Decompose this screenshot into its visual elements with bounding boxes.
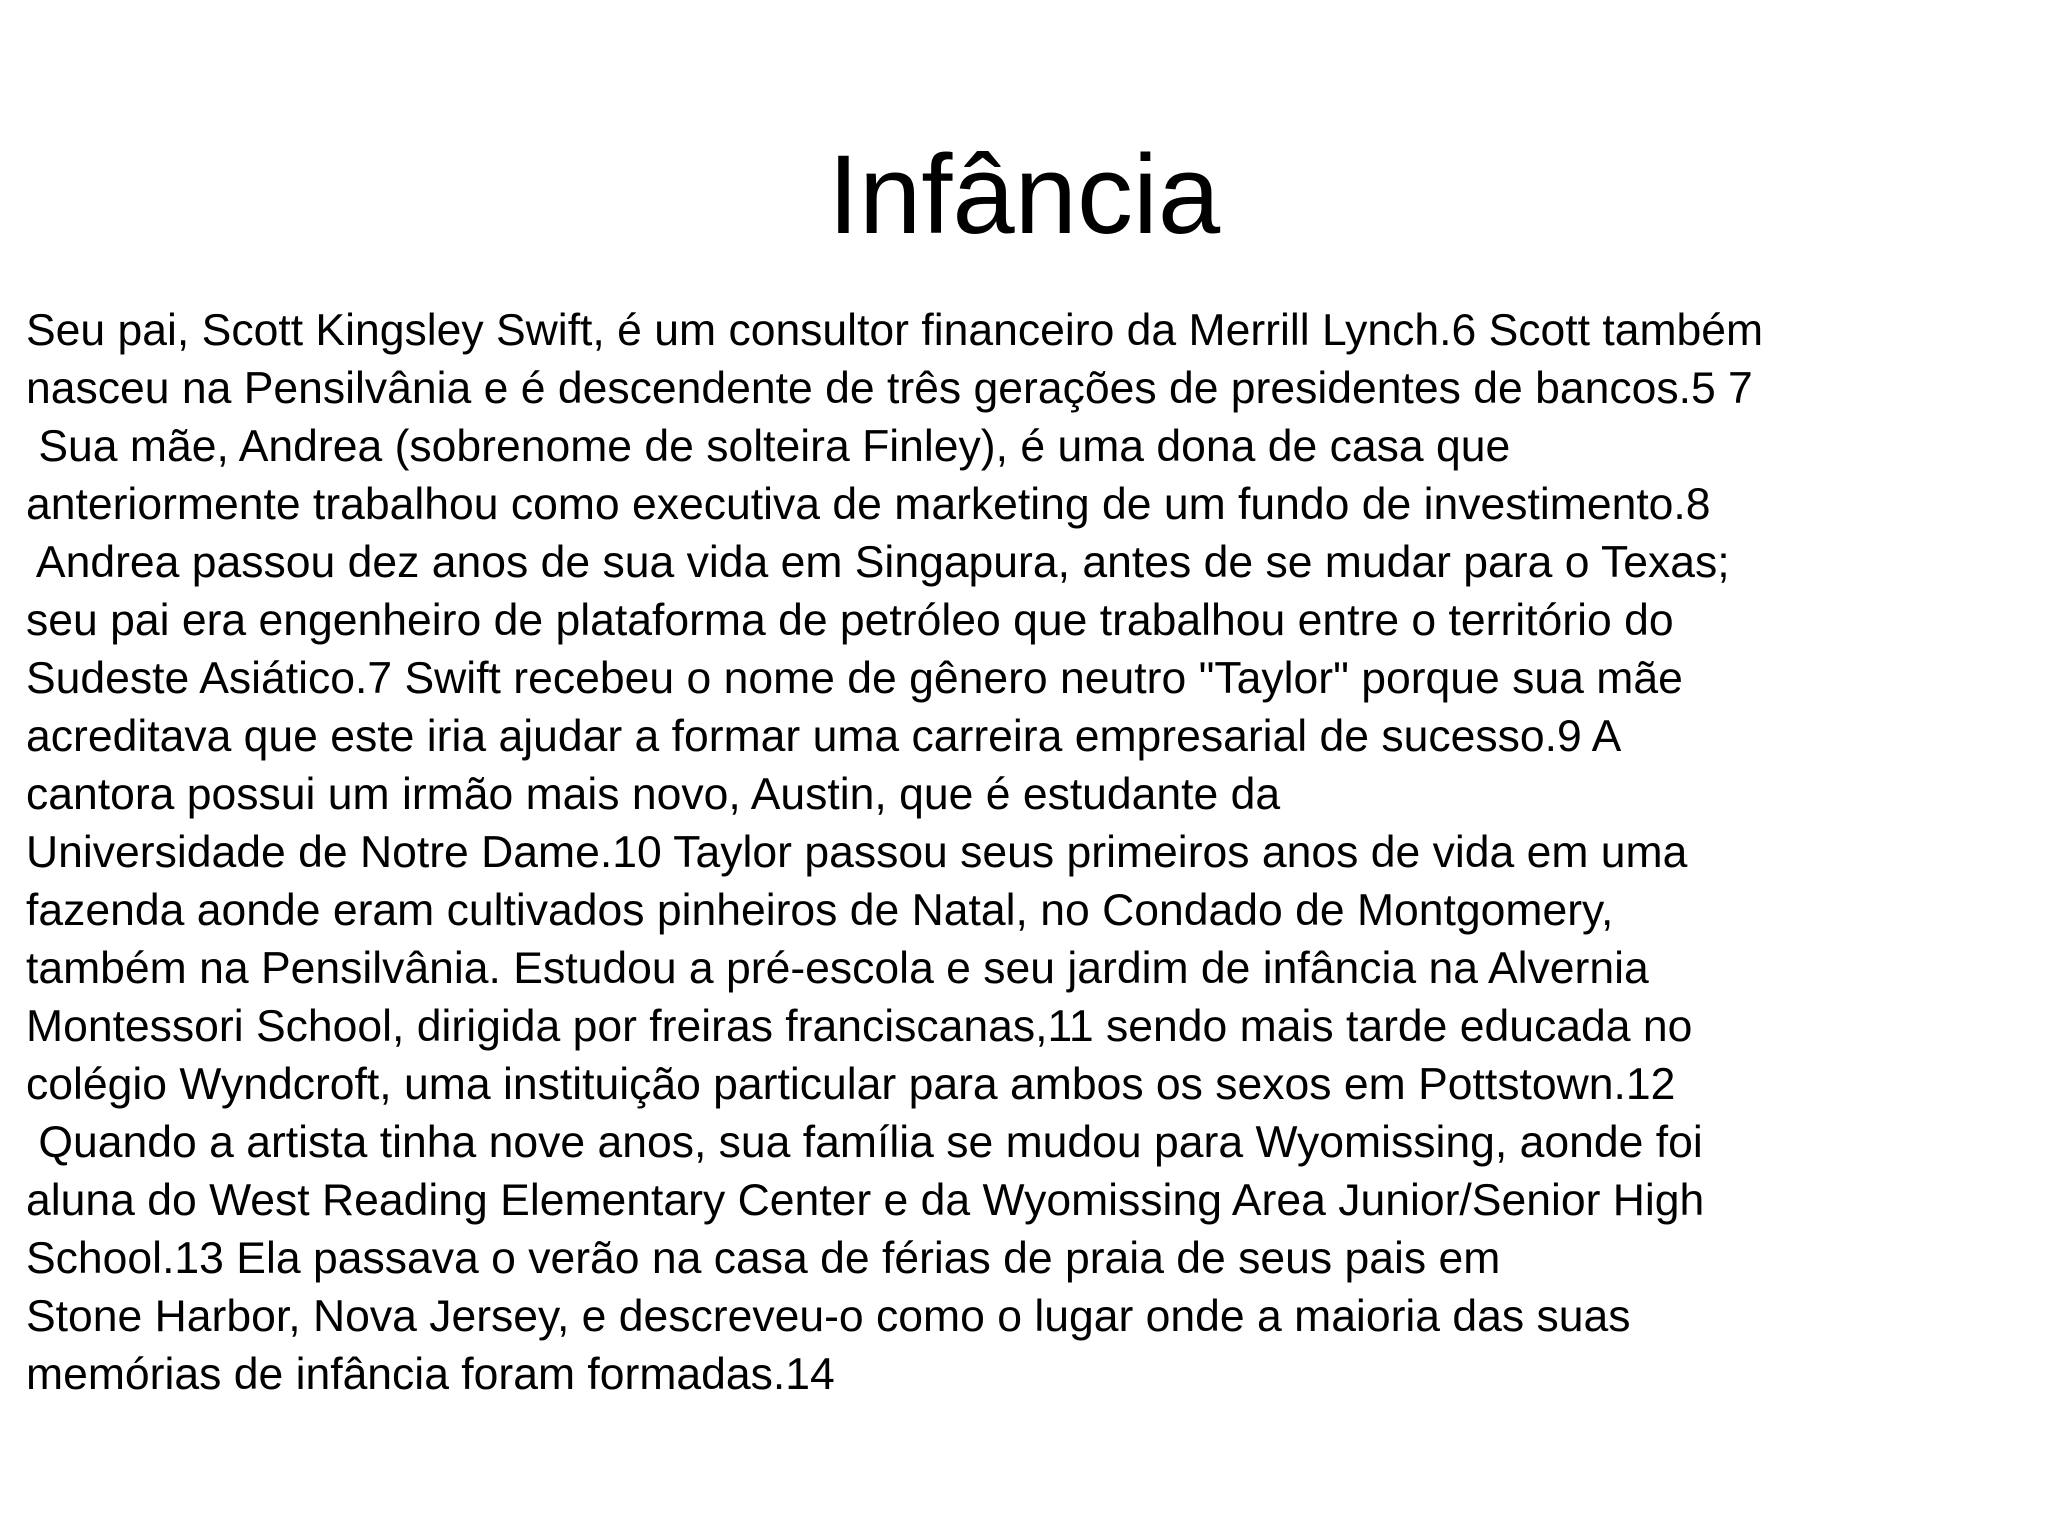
body-line: fazenda aonde eram cultivados pinheiros de Natal, no Condado de Montgomery, (26, 886, 1614, 935)
body-line: memórias de infância foram formadas.14 (26, 1350, 835, 1399)
body-line: também na Pensilvânia. Estudou a pré-escola e seu jardim de infância na Alvernia (26, 944, 1649, 993)
body-line: Sua mãe, Andrea (sobrenome de solteira Finley), é uma dona de casa que (26, 422, 1511, 471)
body-line: aluna do West Reading Elementary Center e da Wyomissing Area Junior/Senior High (26, 1176, 1705, 1225)
body-line: Universidade de Notre Dame.10 Taylor passou seus primeiros anos de vida em uma (26, 828, 1688, 877)
body-line: anteriormente trabalhou como executiva de marketing de um fundo de investimento.8 (26, 480, 1711, 529)
body-line: Montessori School, dirigida por freiras franciscanas,11 sendo mais tarde educada no (26, 1002, 1693, 1051)
body-line: acreditava que este iria ajudar a formar uma carreira empresarial de sucesso.9 A (26, 712, 1622, 761)
body-line: Stone Harbor, Nova Jersey, e descreveu-o como o lugar onde a maioria das suas (26, 1292, 1631, 1341)
body-line: nasceu na Pensilvânia e é descendente de três gerações de presidentes de bancos.5 7 (26, 364, 1753, 413)
body-line: colégio Wyndcroft, uma instituição particular para ambos os sexos em Pottstown.12 (26, 1060, 1676, 1109)
body-line: cantora possui um irmão mais novo, Austin, que é estudante da (26, 770, 1281, 819)
body-line: seu pai era engenheiro de plataforma de petróleo que trabalhou entre o território do (26, 596, 1674, 645)
body-line: Quando a artista tinha nove anos, sua família se mudou para Wyomissing, aonde foi (26, 1118, 1703, 1167)
body-line: Andrea passou dez anos de sua vida em Singapura, antes de se mudar para o Texas; (26, 538, 1730, 587)
slide-title: Infância (827, 132, 1221, 257)
body-line: School.13 Ela passava o verão na casa de férias de praia de seus pais em (26, 1234, 1501, 1283)
body-line: Sudeste Asiático.7 Swift recebeu o nome de gênero neutro "Taylor" porque sua mãe (26, 654, 1683, 703)
slide-body-text (26, 302, 2046, 1404)
body-line: Seu pai, Scott Kingsley Swift, é um consultor financeiro da Merrill Lynch.6 Scott também (26, 306, 1764, 355)
